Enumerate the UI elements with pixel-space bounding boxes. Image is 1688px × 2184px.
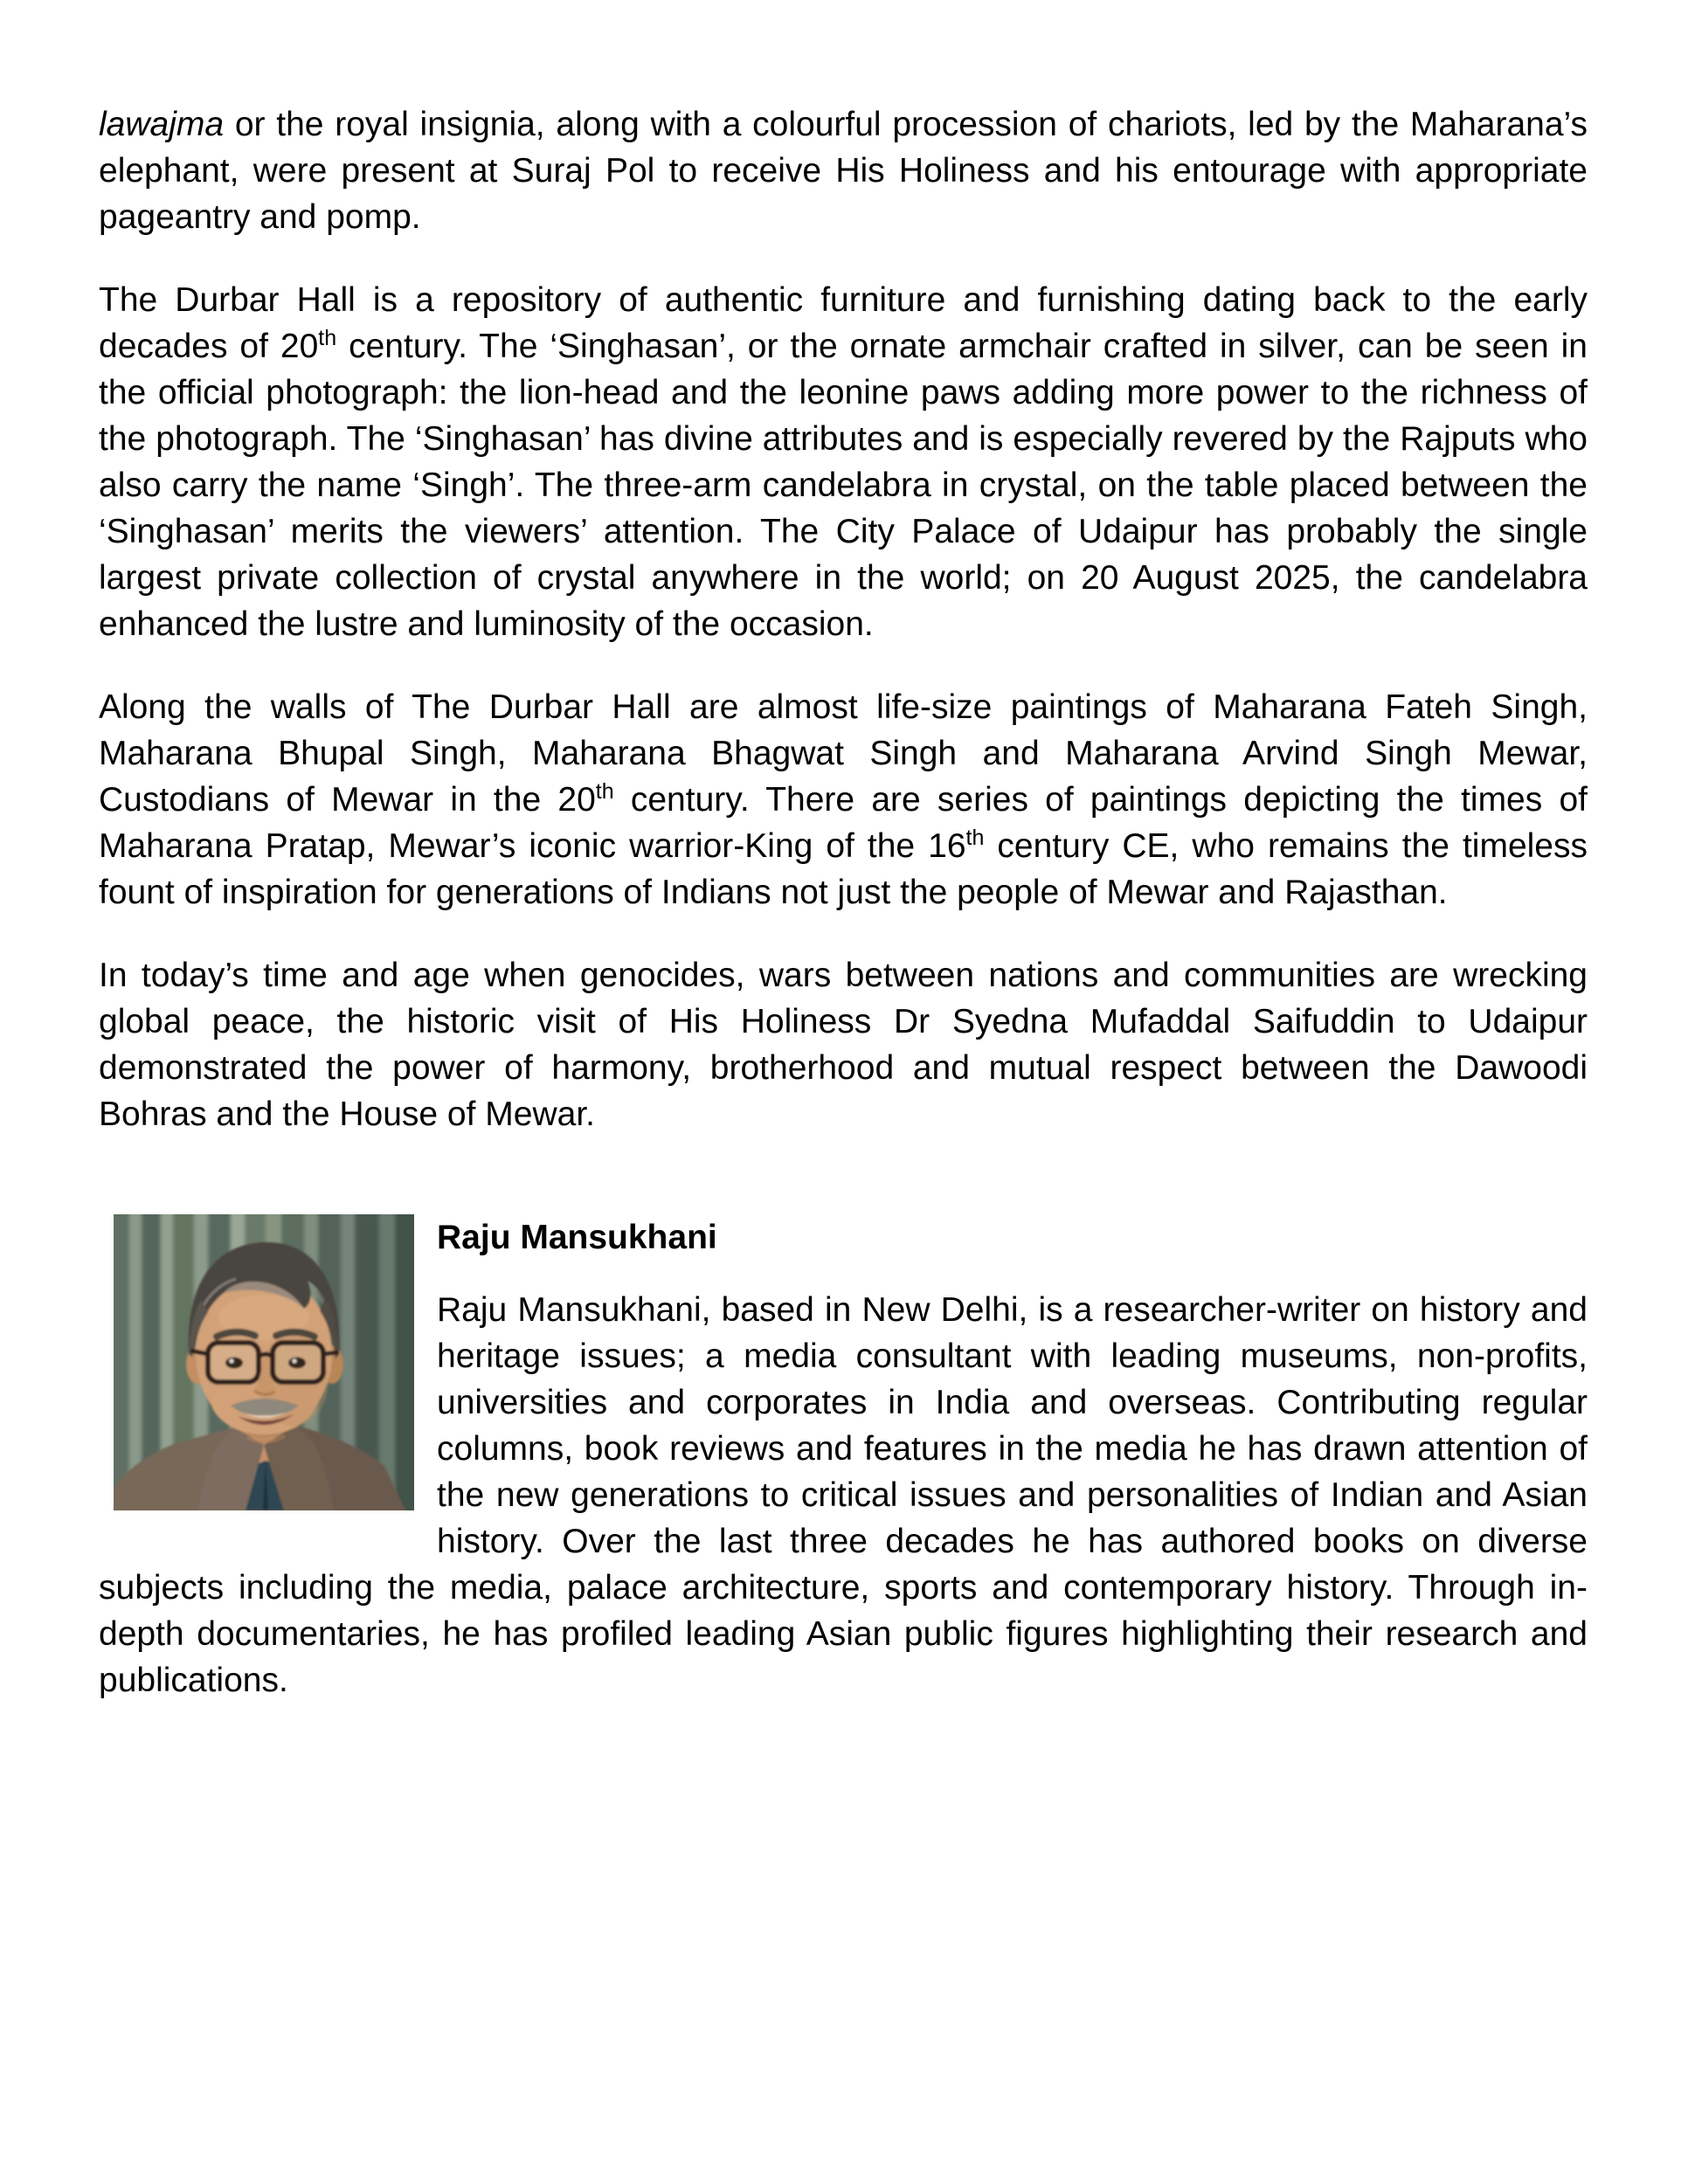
superscript-th: th: [318, 326, 337, 350]
author-section: [99, 1214, 1588, 1704]
paragraph-3-text-a: Along the walls of The Durbar Hall are almost life-size paintings of Maharana Fateh Singh, Maharana Bhupal Singh, Maharana Bhagwat Singh and Maharana Arvind Singh Mewar, Custodians of Mewar in the 20: [99, 688, 1588, 819]
italic-term-lawajma: lawajma: [99, 106, 225, 143]
paragraph-3-text-b: century. There are series of paintings depicting the times of Maharana Pratap, Mewar’s iconic warrior-King of the 16: [99, 781, 1588, 865]
author-photo: [114, 1214, 414, 1510]
paragraph-durbar-hall: [99, 277, 1588, 647]
superscript-th: th: [965, 826, 985, 850]
superscript-th: th: [595, 779, 614, 804]
paragraph-2-text-b: century. The ‘Singhasan’, or the ornate armchair crafted in silver, can be seen in the official photograph: the lion-head and the leonine paws adding more power to the richness of the photograph. The ‘Singhasan’ has divine attributes and is especially revered by the Rajputs who also carry the name ‘Singh’. The three-arm candelabra in crystal, on the table placed between the ‘Singhasan’ merits the viewers’ attention. The City Palace of Udaipur has probably the single largest private collection of crystal anywhere in the world; on 20 August 2025, the candelabra enhanced the lustre and luminosity of the occasion.: [99, 328, 1588, 643]
paragraph-3-text-c: century CE, who remains the timeless fount of inspiration for generations of Indians not just the people of Mewar and Rajasthan.: [99, 827, 1588, 911]
paragraph-1-text: or the royal insignia, along with a colourful procession of chariots, led by the Maharana’s elephant, were present at Suraj Pol to receive His Holiness and his entourage with appropriate pageantry and pomp.: [99, 106, 1588, 236]
paragraph-paintings: [99, 684, 1588, 916]
author-bio-text: Raju Mansukhani, based in New Delhi, is a researcher-writer on history and heritage issues; a media consultant with leading museums, non-profits, universities and corporates in India and overseas. Contributing regular columns, book reviews and features in the media he has drawn attention of the new generations to critical issues and personalities of Indian and Asian history. Over the last three decades he has authored books on diverse subjects including the media, palace architecture, sports and contemporary history. Through in-depth documentaries, he has profiled leading Asian public figures highlighting their research and publications.: [99, 1291, 1588, 1699]
author-name-heading: Raju Mansukhani: [437, 1219, 717, 1256]
paragraph-harmony: In today’s time and age when genocides, wars between nations and communities are wrecking global peace, the historic visit of His Holiness Dr Syedna Mufaddal Saifuddin to Udaipur demonstrated the power of harmony, brotherhood and mutual respect between the Dawoodi Bohras and the House of Mewar.: [99, 957, 1588, 1133]
paragraph-2-text-a: The Durbar Hall is a repository of authentic furniture and furnishing dating back to the early decades of 20: [99, 281, 1588, 365]
paragraph-lawajma: [99, 101, 1588, 240]
author-portrait-image: [114, 1214, 414, 1510]
